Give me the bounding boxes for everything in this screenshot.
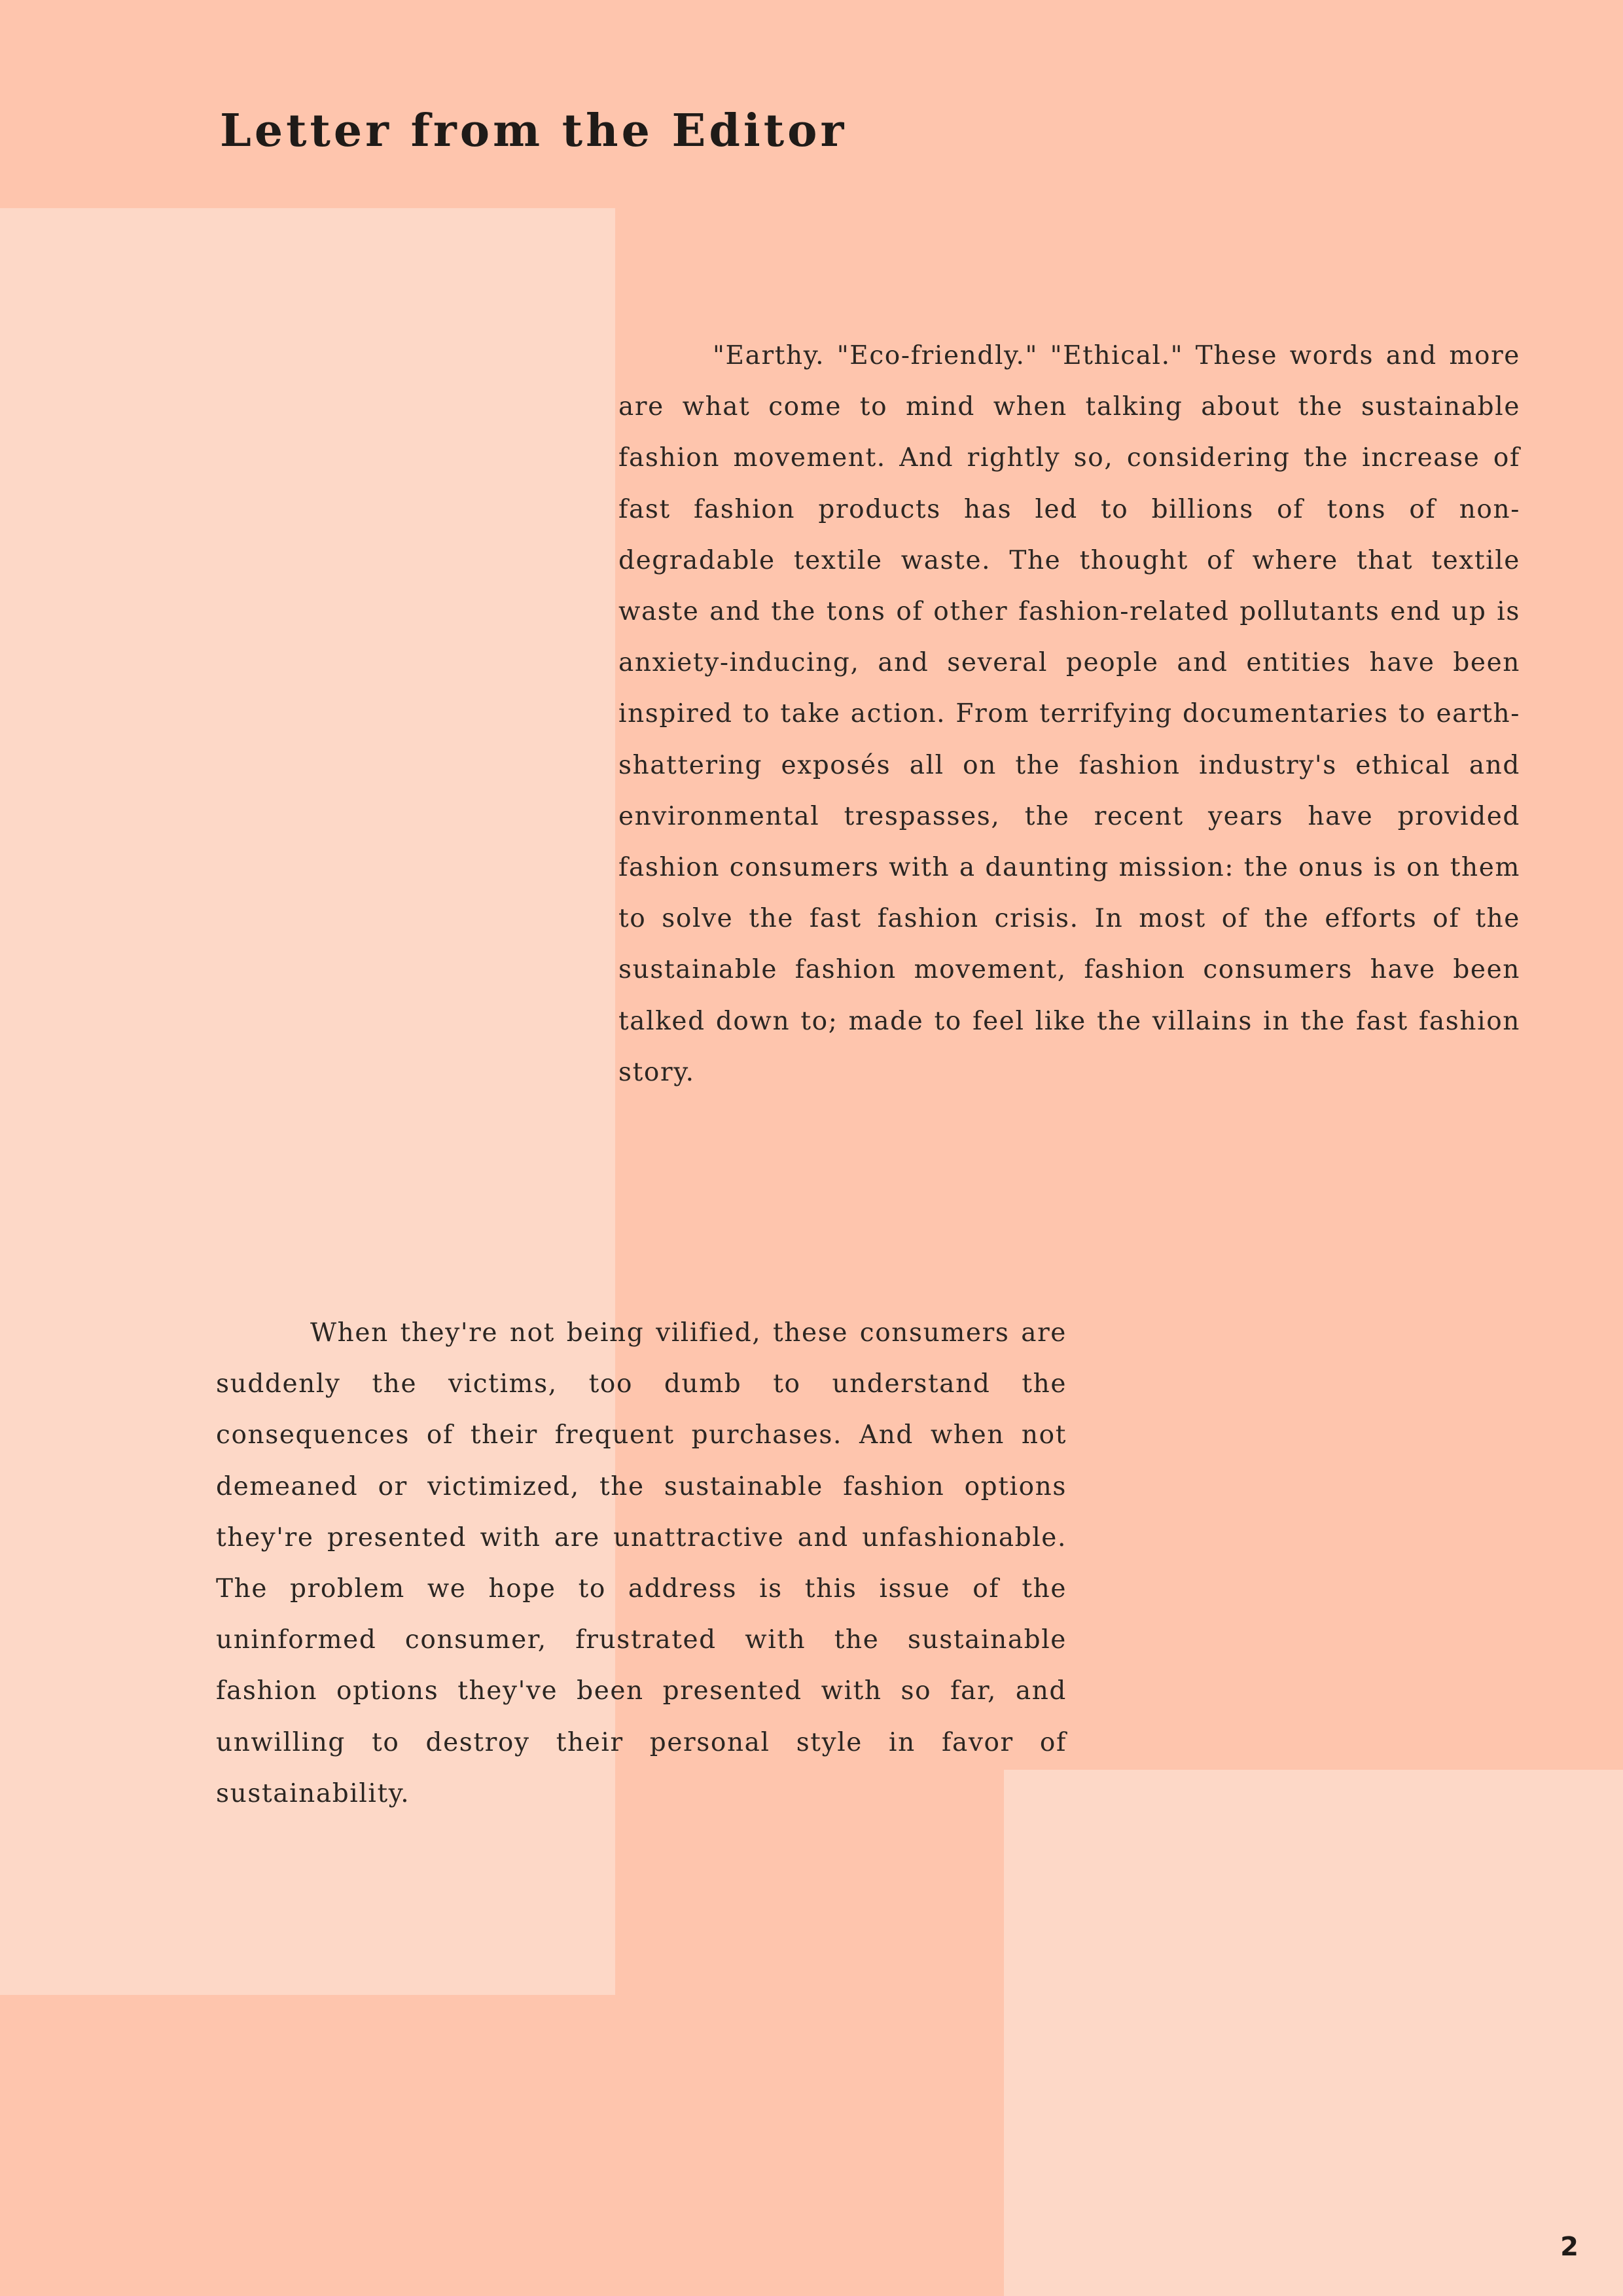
letter-paragraph-2: When they're not being vilified, these consumers are suddenly the victims, too dumb to understand the consequences of their frequent purchases. And when not demeaned or victimized, the sustainable fashion options they're presented with are unattractive and unfashionable. The problem we hope to address is this issue of the uninformed consumer, frustrated with the sustainable fashion options they've been presented with so far, and unwilling to destroy their personal style in favor of sustainability. xyxy=(216,1318,1067,1808)
page-title: Letter from the Editor xyxy=(220,105,847,157)
decorative-block-bottom-right xyxy=(1004,1770,1623,2296)
letter-paragraph-1: "Earthy. "Eco-friendly." "Ethical." These words and more are what come to mind when talking about the sustainable fashion movement. And rightly so, considering the increase of fast fashion products has led to billions of tons of non-degradable textile waste. The thought of where that textile waste and the tons of other fashion-related pollutants end up is anxiety-inducing, and several people and entities have been inspired to take action. From terrifying documentaries to earth-shattering exposés all on the fashion industry's ethical and environmental trespasses, the recent years have provided fashion consumers with a daunting mission: the onus is on them to solve the fast fashion crisis. In most of the efforts of the sustainable fashion movement, fashion consumers have been talked down to; made to feel like the villains in the fast fashion story. xyxy=(618,341,1520,1087)
page-number: 2 xyxy=(1560,2232,1578,2262)
